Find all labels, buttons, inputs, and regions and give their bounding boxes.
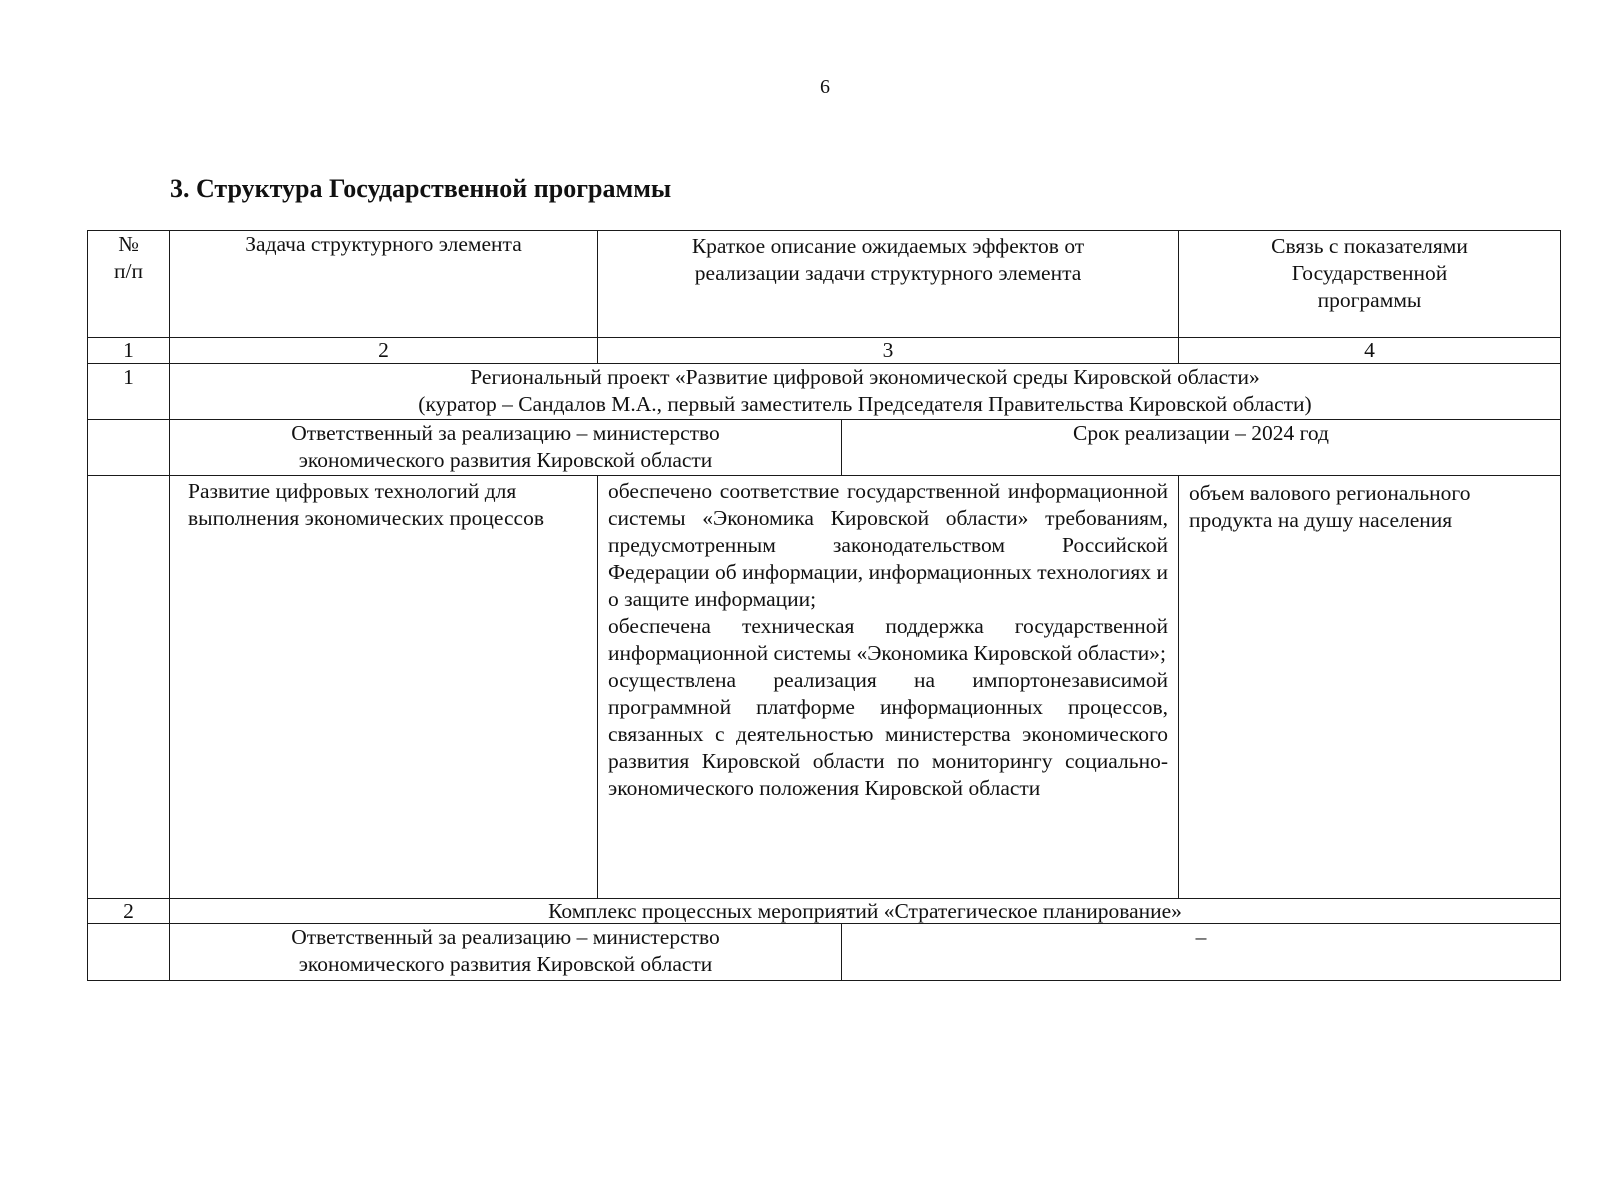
section-2-responsible [170,924,842,981]
section-1-effects [598,476,1179,899]
section-title: 3. Структура Государственной программы [170,174,672,203]
effect-item: осуществлена реализация на импортонезависимой программной платформе информационных процессов, связанных с деятельностью министерства экономического развития Кировской области по мониторингу социально-экономического положения Кировской области [608,668,1168,800]
section-2-responsible-row [88,924,1561,981]
section-1-title-line2: (куратор – Сандалов М.А., первый заместитель Председателя Правительства Кировской области) [418,392,1312,416]
page-number: 6 [820,76,830,98]
header-link [1179,231,1561,338]
column-number: 4 [1179,338,1561,364]
empty-cell [88,924,170,981]
effect-item: обеспечена техническая поддержка государственной информационной системы «Экономика Кировской области»; [608,614,1168,665]
section-1-task [170,476,598,899]
header-effects-label: Краткое описание ожидаемых эффектов от реализации задачи структурного элемента [691,234,1085,285]
section-1-responsible-row [88,420,1561,476]
structure-table [87,230,1561,981]
section-1-title-row [88,364,1561,420]
header-row [88,231,1561,338]
section-1-indicator [1179,476,1561,899]
empty-cell [88,420,170,476]
section-2-title: Комплекс процессных мероприятий «Стратегическое планирование» [170,899,1561,924]
column-number: 3 [598,338,1179,364]
section-1-title-line1: Региональный проект «Развитие цифровой экономической среды Кировской области» [470,365,1260,389]
section-1-responsible [170,420,842,476]
indicator-text: объем валового регионального продукта на душу населения [1189,481,1471,532]
column-number: 2 [170,338,598,364]
section-1-title [170,364,1561,420]
column-number-row [88,338,1561,364]
column-number: 1 [88,338,170,364]
section-2-term [842,924,1561,981]
task-text: Развитие цифровых технологий для выполнения экономических процессов [188,479,544,530]
section-1-term [842,420,1561,476]
header-task-label: Задача структурного элемента [245,232,522,256]
section-1-task-row [88,476,1561,899]
section-1-num: 1 [88,364,170,420]
empty-cell [88,476,170,899]
header-task [170,231,598,338]
effect-item: обеспечено соответствие государственной информационной системы «Экономика Кировской области» требованиям, предусмотренным законодательством Российской Федерации об информации, информационных технологиях и о защите информации; [608,479,1168,611]
header-effects [598,231,1179,338]
section-2-term-text: – [1195,925,1207,949]
header-link-label: Связь с показателями Государственной программы [1271,234,1468,312]
section-2-responsible-text: Ответственный за реализацию – министерство экономического развития Кировской области [291,925,720,976]
header-num-label: № п/п [114,232,143,283]
section-1-responsible-text: Ответственный за реализацию – министерство экономического развития Кировской области [291,421,720,472]
section-1-term-text: Срок реализации – 2024 год [1073,421,1329,445]
section-2-title-row [88,899,1561,924]
header-num [88,231,170,338]
section-2-num: 2 [88,899,170,924]
